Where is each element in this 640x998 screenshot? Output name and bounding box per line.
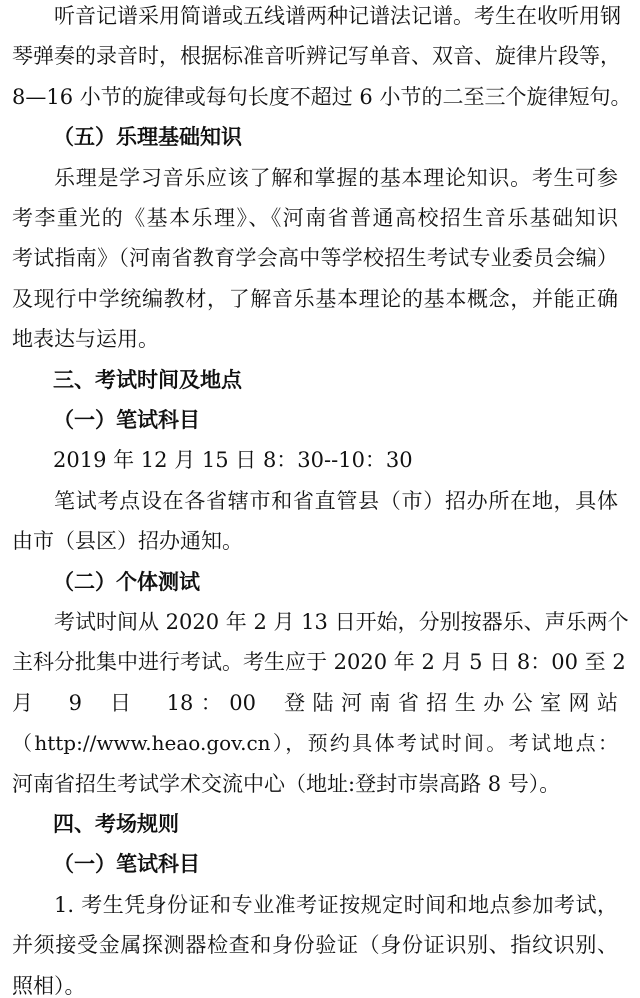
paragraph-line: 由市（县区）招办通知。	[12, 529, 243, 554]
paragraph-line: 考试指南》（河南省教育学会高中等学校招生考试专业委员会编）	[12, 246, 618, 271]
paragraph-line: 月 9 日 18：00 登陆河南省招生办公室网站	[12, 690, 618, 715]
section-heading: （二）个体测试	[53, 568, 200, 594]
paragraph-line: 照相）。	[12, 973, 86, 998]
website-url-line: （http://www.heao.gov.cn），预约具体考试时间。考试地点：	[12, 731, 618, 756]
paragraph-line: 河南省招生考试学术交流中心（地址:登封市崇高路 8 号）。	[12, 771, 561, 796]
exam-time: 2019 年 12 月 15 日 8：30--10：30	[53, 448, 413, 473]
paragraph-line: 地表达与运用。	[12, 327, 159, 352]
section-heading: 四、考场规则	[53, 811, 179, 836]
paragraph-line: 并须接受金属探测器检查和身份验证（身份证识别、指纹识别、	[12, 933, 618, 958]
section-heading: 三、考试时间及地点	[53, 366, 242, 392]
section-heading: （五）乐理基础知识	[53, 124, 242, 150]
section-heading: （一）笔试科目	[53, 407, 200, 432]
paragraph-line: 及现行中学统编教材，了解音乐基本理论的基本概念，并能正确	[12, 286, 618, 311]
paragraph-line: 主科分批集中进行考试。考生应于 2020 年 2 月 5 日 8：00 至 2	[12, 650, 626, 675]
paragraph-line: 8—16 小节的旋律或每句长度不超过 6 小节的二至三个旋律短句。	[12, 84, 632, 109]
paragraph-line: 乐理是学习音乐应该了解和掌握的基本理论知识。考生可参	[54, 165, 618, 190]
paragraph-line: 琴弹奏的录音时，根据标准音听辨记写单音、双音、旋律片段等，	[12, 44, 621, 69]
paragraph-line: 1. 考生凭身份证和专业准考证按规定时间和地点参加考试，	[54, 892, 618, 917]
paragraph-line: 考试时间从 2020 年 2 月 13 日开始，分别按器乐、声乐两个	[54, 610, 629, 634]
paragraph-line: 听音记谱采用简谱或五线谱两种记谱法记谱。考生在收听用钢	[54, 4, 621, 28]
section-heading: （一）笔试科目	[53, 851, 200, 877]
paragraph-line: 笔试考点设在各省辖市和省直管县（市）招办所在地，具体	[54, 488, 618, 513]
paragraph-line: 考李重光的《基本乐理》、《河南省普通高校招生音乐基础知识	[12, 206, 618, 230]
